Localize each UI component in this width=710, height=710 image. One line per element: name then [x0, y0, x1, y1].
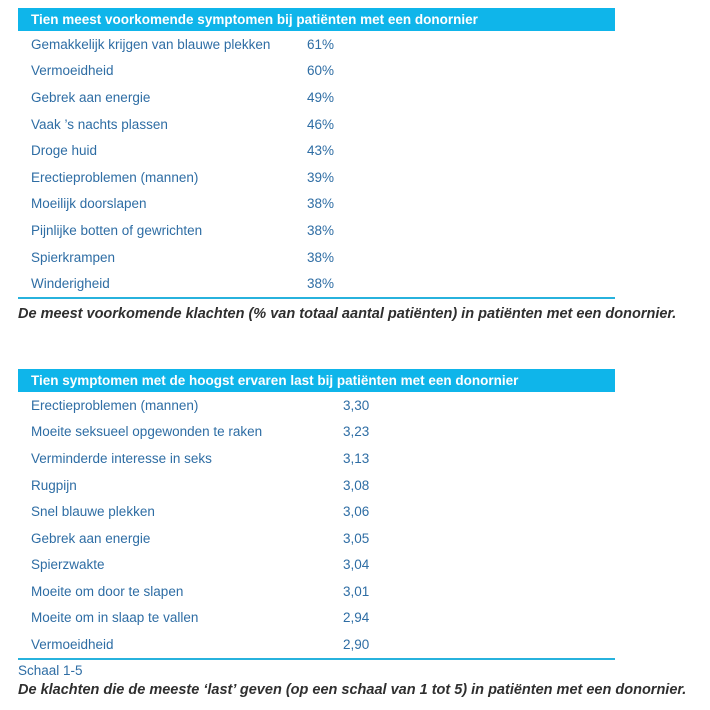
- symptom-label: Rugpijn: [31, 477, 77, 493]
- table-row: [18, 392, 615, 419]
- symptom-value: 38%: [307, 196, 335, 212]
- table-row: [18, 419, 615, 446]
- symptom-value: 61%: [307, 36, 335, 52]
- symptom-value: 2,90: [343, 637, 370, 653]
- symptom-value: 46%: [307, 116, 335, 132]
- symptom-label: Erectieproblemen (mannen): [31, 169, 199, 185]
- table1-title: Tien meest voorkomende symptomen bij patiënten met een donornier: [18, 8, 615, 31]
- scale-note: Schaal 1-5: [18, 662, 83, 678]
- symptom-value: 38%: [307, 276, 335, 292]
- table-row: [18, 31, 615, 58]
- symptom-label: Spierzwakte: [31, 557, 105, 573]
- symptom-label: Moeite om door te slapen: [31, 583, 184, 599]
- table2-title: Tien symptomen met de hoogst ervaren last bij patiënten met een donornier: [18, 369, 615, 392]
- symptom-value: 2,94: [343, 610, 370, 626]
- table-row: [18, 58, 615, 85]
- table-row: [18, 605, 615, 632]
- symptom-label: Vermoeidheid: [31, 63, 114, 79]
- symptom-label: Winderigheid: [31, 276, 110, 292]
- table-row: [18, 525, 615, 552]
- symptom-value: 43%: [307, 143, 335, 159]
- table-row: [18, 445, 615, 472]
- symptom-label: Verminderde interesse in seks: [31, 450, 212, 466]
- symptom-label: Moeilijk doorslapen: [31, 196, 147, 212]
- symptom-label: Vaak ’s nachts plassen: [31, 116, 168, 132]
- table-row: [18, 270, 615, 297]
- symptom-value: 3,05: [343, 530, 370, 546]
- symptom-label: Moeite om in slaap te vallen: [31, 610, 199, 626]
- table-row: [18, 191, 615, 218]
- table1-body: [18, 31, 615, 299]
- symptom-value: 3,01: [343, 583, 370, 599]
- symptom-value: 3,23: [343, 424, 370, 440]
- symptom-value: 39%: [307, 169, 335, 185]
- symptom-label: Pijnlijke botten of gewrichten: [31, 222, 203, 238]
- table-row: [18, 164, 615, 191]
- table2-caption: De klachten die de meeste ‘last’ geven (op een schaal van 1 tot 5) in patiënten met een donornier.: [18, 681, 687, 698]
- symptom-value: 60%: [307, 63, 335, 79]
- symptom-value: 49%: [307, 89, 335, 105]
- table2-body: [18, 392, 615, 660]
- symptom-label: Erectieproblemen (mannen): [31, 397, 199, 413]
- symptom-label: Gebrek aan energie: [31, 89, 151, 105]
- symptom-label: Gemakkelijk krijgen van blauwe plekken: [31, 36, 271, 52]
- symptom-label: Spierkrampen: [31, 249, 116, 265]
- symptom-label: Vermoeidheid: [31, 637, 114, 653]
- table-row: [18, 111, 615, 138]
- symptom-value: 3,04: [343, 557, 370, 573]
- table-row: [18, 84, 615, 111]
- symptom-value: 3,06: [343, 504, 370, 520]
- symptom-frequency-table: [18, 8, 615, 299]
- symptom-burden-table: [18, 369, 615, 660]
- symptom-value: 38%: [307, 249, 335, 265]
- symptom-value: 38%: [307, 222, 335, 238]
- symptom-value: 3,13: [343, 450, 370, 466]
- table-row: [18, 631, 615, 658]
- table1-caption: De meest voorkomende klachten (% van totaal aantal patiënten) in patiënten met een donornier.: [18, 305, 677, 322]
- table-row: [18, 137, 615, 164]
- table-row: [18, 472, 615, 499]
- table-row: [18, 552, 615, 579]
- table-row: [18, 498, 615, 525]
- table-row: [18, 578, 615, 605]
- symptom-label: Snel blauwe plekken: [31, 504, 155, 520]
- symptom-value: 3,08: [343, 477, 370, 493]
- table-row: [18, 217, 615, 244]
- symptom-label: Moeite seksueel opgewonden te raken: [31, 424, 263, 440]
- symptom-label: Gebrek aan energie: [31, 530, 151, 546]
- symptom-label: Droge huid: [31, 143, 98, 159]
- table-row: [18, 244, 615, 271]
- symptom-value: 3,30: [343, 397, 370, 413]
